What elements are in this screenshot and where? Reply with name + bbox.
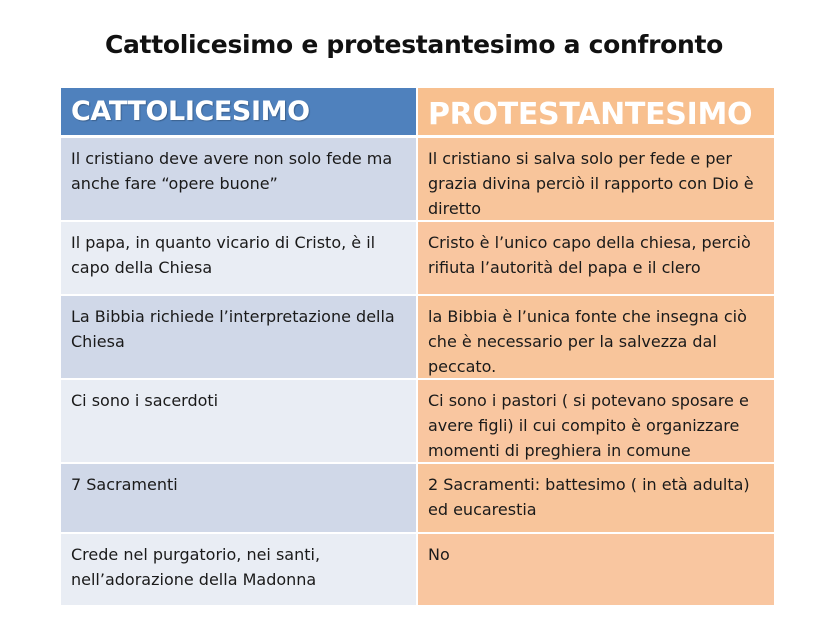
catholic-cell-clergy: Ci sono i sacerdoti: [61, 380, 418, 464]
catholic-cell-purgatory: Crede nel purgatorio, nei santi, nell’adorazione della Madonna: [61, 534, 418, 607]
catholic-cell-sacraments: 7 Sacramenti: [61, 464, 418, 534]
comparison-table: [61, 88, 774, 607]
protestant-cell-pope: Cristo è l’unico capo della chiesa, perciò rifiuta l’autorità del papa e il clero: [418, 222, 774, 296]
header-catholicism: CATTOLICESIMO: [61, 88, 418, 138]
catholic-cell-bible: La Bibbia richiede l’interpretazione della Chiesa: [61, 296, 418, 380]
catholic-cell-faith: Il cristiano deve avere non solo fede ma anche fare “opere buone”: [61, 138, 418, 222]
catholic-cell-pope: Il papa, in quanto vicario di Cristo, è il capo della Chiesa: [61, 222, 418, 296]
protestant-cell-sacraments: 2 Sacramenti: battesimo ( in età adulta) ed eucarestia: [418, 464, 774, 534]
page-title: Cattolicesimo e protestantesimo a confronto: [104, 30, 724, 59]
protestant-cell-clergy: Ci sono i pastori ( si potevano sposare e avere figli) il cui compito è organizzare momenti di preghiera in comune: [418, 380, 774, 464]
protestant-cell-bible: la Bibbia è l’unica fonte che insegna ciò che è necessario per la salvezza dal peccato.: [418, 296, 774, 380]
header-protestantism: PROTESTANTESIMO: [418, 88, 774, 138]
protestant-cell-purgatory: No: [418, 534, 774, 607]
protestant-cell-faith: Il cristiano si salva solo per fede e per grazia divina perciò il rapporto con Dio è diretto: [418, 138, 774, 222]
